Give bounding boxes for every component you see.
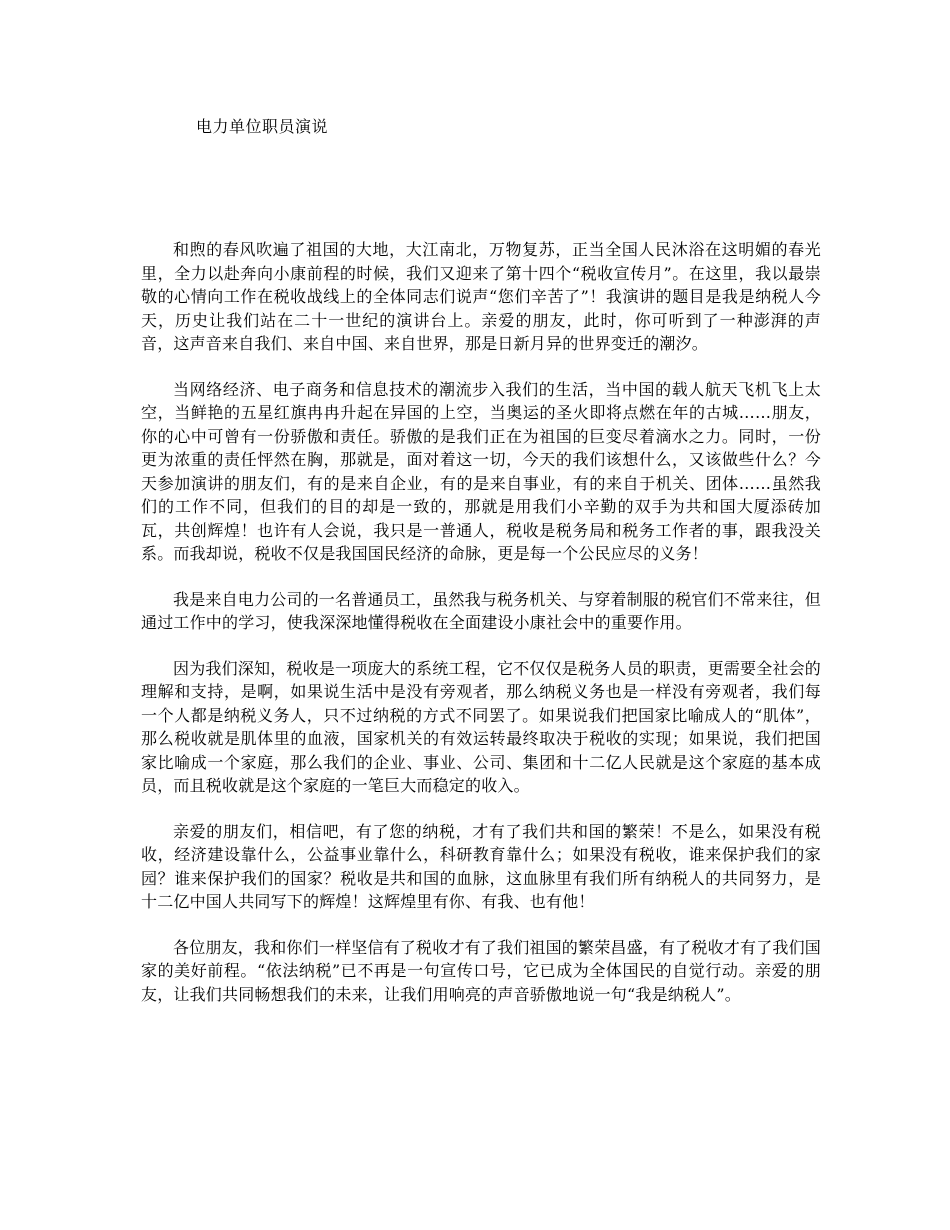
document-title: 电力单位职员演说	[196, 117, 329, 136]
document-body	[141, 238, 821, 1028]
paragraph-5: 亲爱的朋友们，相信吧，有了您的纳税，才有了我们共和国的繁荣！不是么，如果没有税收，经济建设靠什么，公益事业靠什么，科研教育靠什么；如果没有税收，谁来保护我们的家园？谁来保护我们的国家？税收是共和国的血脉，这血脉里有我们所有纳税人的共同努力，是十二亿中国人共同写下的辉煌！这辉煌里有你、有我、也有他！	[141, 821, 821, 911]
paragraph-2: 当网络经济、电子商务和信息技术的潮流步入我们的生活，当中国的载人航天飞机飞上太空，当鲜艳的五星红旗冉冉升起在异国的上空，当奥运的圣火即将点燃在年的古城……朋友，你的心中可曾有一份骄傲和责任。骄傲的是我们正在为祖国的巨变尽着滴水之力。同时，一份更为浓重的责任怦然在胸，那就是，面对着这一切，今天的我们该想什么，又该做些什么？今天参加演讲的朋友们，有的是来自企业，有的是来自事业，有的来自于机关、团体……虽然我们的工作不同，但我们的目的却是一致的，那就是用我们小辛勤的双手为共和国大厦添砖加瓦，共创辉煌！也许有人会说，我只是一普通人，税收是税务局和税务工作者的事，跟我没关系。而我却说，税收不仅是我国国民经济的命脉，更是每一个公民应尽的义务！	[141, 379, 821, 563]
paragraph-3: 我是来自电力公司的一名普通员工，虽然我与税务机关、与穿着制服的税官们不常来往，但通过工作中的学习，使我深深地懂得税收在全面建设小康社会中的重要作用。	[141, 589, 822, 632]
paragraph-1: 和煦的春风吹遍了祖国的大地，大江南北，万物复苏，正当全国人民沐浴在这明媚的春光里，全力以赴奔向小康前程的时候，我们又迎来了第十四个“税收宣传月”。在这里，我以最崇敬的心情向工作在税收战线上的全体同志们说声“您们辛苦了”！我演讲的题目是我是纳税人今天，历史让我们站在二十一世纪的演讲台上。亲爱的朋友，此时，你可听到了一种澎湃的声音，这声音来自我们、来自中国、来自世界，那是日新月异的世界变迁的潮汐。	[141, 240, 821, 353]
paragraph-6: 各位朋友，我和你们一样坚信有了税收才有了我们祖国的繁荣昌盛，有了税收才有了我们国家的美好前程。“依法纳税”已不再是一句宣传口号，它已成为全体国民的自觉行动。亲爱的朋友，让我们共同畅想我们的未来，让我们用响亮的声音骄傲地说一句“我是纳税人”。	[141, 937, 822, 1004]
paragraph-4: 因为我们深知，税收是一项庞大的系统工程，它不仅仅是税务人员的职责，更需要全社会的理解和支持，是啊，如果说生活中是没有旁观者，那么纳税义务也是一样没有旁观者，我们每一个人都是纳税义务人，只不过纳税的方式不同罢了。如果说我们把国家比喻成人的“肌体”，那么税收就是肌体里的血液，国家机关的有效运转最终取决于税收的实现；如果说，我们把国家比喻成一个家庭，那么我们的企业、事业、公司、集团和十二亿人民就是这个家庭的基本成员，而且税收就是这个家庭的一笔巨大而稳定的收入。	[141, 658, 822, 795]
